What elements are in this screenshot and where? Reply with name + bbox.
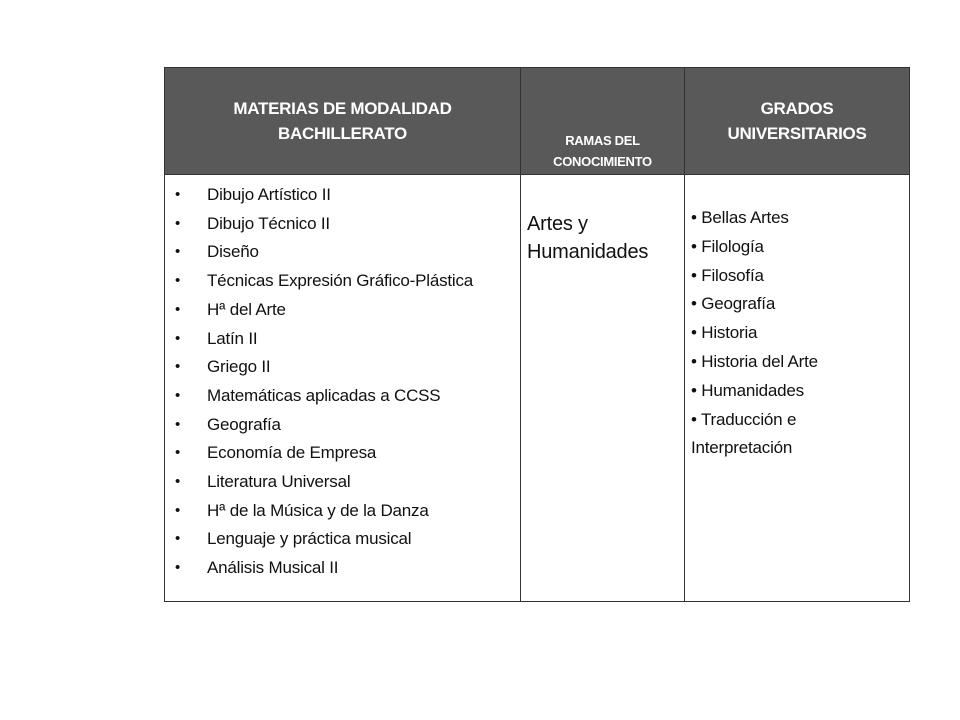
header-materias [165,68,521,175]
bullet-icon: • [175,186,181,203]
grado-item: • Humanidades [691,380,804,400]
materia-label: Lenguaje y práctica musical [207,529,412,549]
grado-item: • Historia [691,323,758,343]
materia-label: Análisis Musical II [207,558,339,578]
rama-cell [521,175,685,602]
grado-item: • Filosofía [691,265,764,285]
grado-item: • Traducción e [691,409,797,429]
header-materias-line-1: MATERIAS DE MODALIDAD [233,99,452,118]
materia-item [165,468,520,497]
content-row [165,175,910,602]
header-grados-line-1: GRADOS [760,99,834,118]
header-ramas-line-1: RAMAS DEL [565,133,640,148]
bullet-icon: • [175,243,181,261]
bullet-icon: • [175,300,181,318]
materia-item [165,353,520,382]
bullet-icon: • [175,386,181,404]
rama-text [521,175,684,266]
header-row [165,68,910,175]
grado-item: • Historia del Arte [691,351,818,371]
materia-item [165,181,520,210]
subjects-table-container [164,67,908,602]
materia-label: Economía de Empresa [207,443,377,463]
header-materias-line-2: BACHILLERATO [278,124,407,143]
materia-label: Hª de la Música y de la Danza [207,500,429,520]
header-grados [685,68,910,175]
bullet-icon: • [175,214,181,232]
materia-item [165,210,520,239]
bullet-icon: • [175,358,181,376]
materia-item [165,525,520,554]
materia-label: Latín II [207,328,258,348]
materia-item [165,296,520,325]
materia-item [165,411,520,440]
materia-label: Técnicas Expresión Gráfico-Plástica [207,271,474,291]
materia-item [165,238,520,267]
materias-cell [165,175,521,602]
materia-item [165,325,520,354]
header-grados-line-2: UNIVERSITARIOS [727,124,867,143]
bullet-icon: • [175,444,181,462]
bullet-icon: • [175,329,181,347]
bullet-icon: • [175,272,181,290]
materia-label: Literatura Universal [207,472,351,492]
materia-item [165,554,520,583]
materia-label: Diseño [207,242,259,262]
materia-item [165,382,520,411]
bullet-icon: • [175,530,181,548]
bullet-icon: • [175,473,181,491]
grados-cell [685,175,910,602]
materias-list [165,175,520,583]
materia-item [165,267,520,296]
materia-label: Dibujo Técnico II [207,213,330,233]
grado-item: • Bellas Artes [691,208,789,227]
materia-label: Hª del Arte [207,299,286,319]
subjects-table [164,67,910,602]
materia-label: Dibujo Artístico II [207,185,331,204]
header-ramas-line-2: CONOCIMIENTO [553,154,652,169]
rama-line-1: Artes y [527,213,588,235]
bullet-icon: • [175,501,181,519]
materia-item [165,497,520,526]
materia-label: Griego II [207,357,271,377]
materia-label: Geografía [207,414,281,434]
grado-item: • Filología [691,236,764,256]
grado-item: Interpretación [691,438,793,458]
materia-item [165,439,520,468]
rama-line-2: Humanidades [527,241,649,263]
grados-list [685,175,909,463]
grado-item: • Geografía [691,294,776,314]
bullet-icon: • [175,559,181,577]
materia-label: Matemáticas aplicadas a CCSS [207,385,441,405]
header-ramas [521,68,685,175]
bullet-icon: • [175,415,181,433]
